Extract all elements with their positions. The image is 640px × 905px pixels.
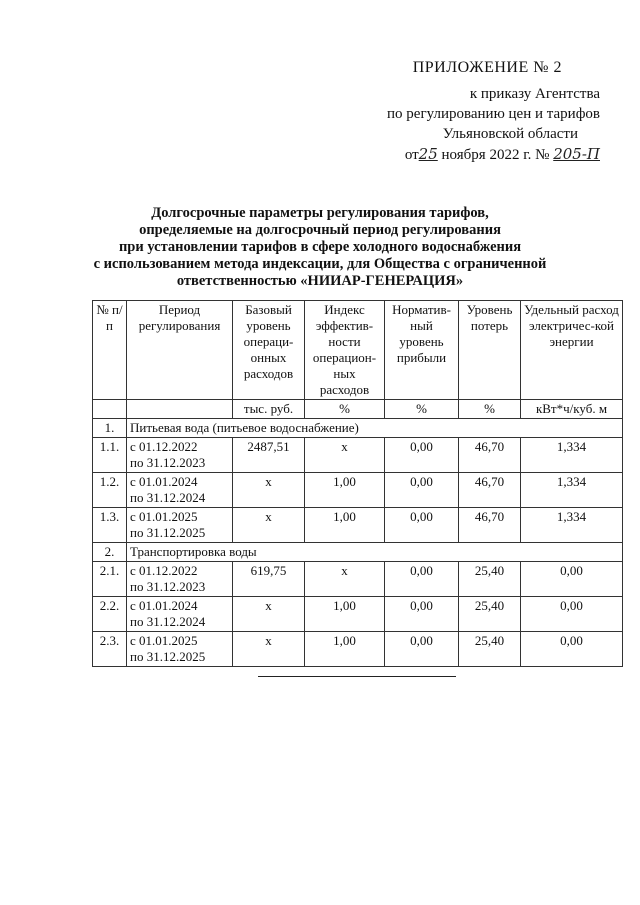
row-num: 1.2. bbox=[93, 473, 127, 508]
period-to: по 31.12.2023 bbox=[130, 579, 206, 594]
col-energy-header: Удельный расход электричес-кой энергии bbox=[521, 301, 623, 400]
cell-loss: 46,70 bbox=[459, 473, 521, 508]
closing-divider bbox=[258, 676, 456, 677]
cell-index: 1,00 bbox=[305, 632, 385, 667]
row-period bbox=[127, 597, 233, 632]
cell-base: x bbox=[233, 597, 305, 632]
cell-profit: 0,00 bbox=[385, 632, 459, 667]
row-num: 1.1. bbox=[93, 438, 127, 473]
section-num: 1. bbox=[93, 419, 127, 438]
cell-loss: 46,70 bbox=[459, 508, 521, 543]
unit-index: % bbox=[305, 400, 385, 419]
cell-base: 619,75 bbox=[233, 562, 305, 597]
cell-energy: 0,00 bbox=[521, 562, 623, 597]
appendix-line-2: по регулированию цен и тарифов bbox=[387, 106, 600, 122]
appendix-line-1: к приказу Агентства bbox=[469, 86, 600, 102]
cell-base: x bbox=[233, 632, 305, 667]
row-period bbox=[127, 562, 233, 597]
cell-energy: 1,334 bbox=[521, 508, 623, 543]
table-row bbox=[93, 473, 623, 508]
row-period bbox=[127, 473, 233, 508]
section-num: 2. bbox=[93, 543, 127, 562]
cell-profit: 0,00 bbox=[385, 473, 459, 508]
cell-index: x bbox=[305, 438, 385, 473]
period-to: по 31.12.2025 bbox=[130, 649, 206, 664]
row-num: 2.1. bbox=[93, 562, 127, 597]
appendix-title: ПРИЛОЖЕНИЕ № 2 bbox=[412, 59, 562, 76]
period-to: по 31.12.2025 bbox=[130, 525, 206, 540]
cell-profit: 0,00 bbox=[385, 438, 459, 473]
cell-base: x bbox=[233, 473, 305, 508]
period-from: с 01.12.2022 bbox=[130, 439, 198, 454]
period-from: с 01.01.2024 bbox=[130, 474, 198, 489]
cell-energy: 0,00 bbox=[521, 597, 623, 632]
appendix-date-line bbox=[340, 144, 600, 165]
period-from: с 01.01.2025 bbox=[130, 509, 198, 524]
period-from: с 01.01.2025 bbox=[130, 633, 198, 648]
cell-energy: 1,334 bbox=[521, 438, 623, 473]
col-loss-header: Уровень потерь bbox=[459, 301, 521, 400]
heading-line-3: при установлении тарифов в сфере холодного водоснабжения bbox=[118, 239, 522, 255]
handwritten-day: 25 bbox=[418, 145, 438, 163]
unit-energy: кВт*ч/куб. м bbox=[521, 400, 623, 419]
period-to: по 31.12.2024 bbox=[130, 614, 206, 629]
cell-loss: 25,40 bbox=[459, 597, 521, 632]
appendix-block bbox=[340, 58, 600, 165]
row-num: 2.2. bbox=[93, 597, 127, 632]
cell-index: 1,00 bbox=[305, 597, 385, 632]
unit-loss: % bbox=[459, 400, 521, 419]
row-num: 1.3. bbox=[93, 508, 127, 543]
date-middle: ноября 2022 г. № bbox=[441, 147, 550, 163]
section-row bbox=[93, 419, 623, 438]
table-row bbox=[93, 632, 623, 667]
unit-blank bbox=[127, 400, 233, 419]
table-row bbox=[93, 562, 623, 597]
period-to: по 31.12.2023 bbox=[130, 455, 206, 470]
table-row bbox=[93, 597, 623, 632]
heading-line-5: ответственностью «НИИАР-ГЕНЕРАЦИЯ» bbox=[176, 273, 464, 289]
unit-base: тыс. руб. bbox=[233, 400, 305, 419]
section-name: Питьевая вода (питьевое водоснабжение) bbox=[127, 419, 623, 438]
units-row bbox=[93, 400, 623, 419]
heading-line-1: Долгосрочные параметры регулирования тарифов, bbox=[151, 205, 489, 221]
table-row bbox=[93, 438, 623, 473]
cell-loss: 25,40 bbox=[459, 632, 521, 667]
period-from: с 01.12.2022 bbox=[130, 563, 198, 578]
unit-blank bbox=[93, 400, 127, 419]
parameters-table bbox=[92, 300, 623, 667]
cell-base: 2487,51 bbox=[233, 438, 305, 473]
cell-index: 1,00 bbox=[305, 508, 385, 543]
heading-line-4: с использованием метода индексации, для Общества с ограниченной bbox=[93, 256, 547, 272]
date-prefix: от bbox=[404, 147, 419, 163]
col-num-header: № п/п bbox=[93, 301, 127, 400]
row-period bbox=[127, 632, 233, 667]
cell-energy: 1,334 bbox=[521, 473, 623, 508]
cell-profit: 0,00 bbox=[385, 562, 459, 597]
section-name: Транспортировка воды bbox=[127, 543, 623, 562]
table-row bbox=[93, 508, 623, 543]
period-to: по 31.12.2024 bbox=[130, 490, 206, 505]
row-num: 2.3. bbox=[93, 632, 127, 667]
cell-index: 1,00 bbox=[305, 473, 385, 508]
col-base-header: Базовый уровень операци-онных расходов bbox=[233, 301, 305, 400]
col-index-header: Индекс эффектив-ности операцион-ных расходов bbox=[305, 301, 385, 400]
heading-line-2: определяемые на долгосрочный период регулирования bbox=[139, 222, 501, 238]
handwritten-number: 205-П bbox=[553, 145, 600, 163]
col-profit-header: Норматив-ный уровень прибыли bbox=[385, 301, 459, 400]
cell-profit: 0,00 bbox=[385, 508, 459, 543]
cell-loss: 46,70 bbox=[459, 438, 521, 473]
row-period bbox=[127, 438, 233, 473]
row-period bbox=[127, 508, 233, 543]
cell-base: x bbox=[233, 508, 305, 543]
unit-profit: % bbox=[385, 400, 459, 419]
header-row bbox=[93, 301, 623, 400]
appendix-line-3: Ульяновской области bbox=[442, 126, 578, 142]
cell-index: x bbox=[305, 562, 385, 597]
document-heading bbox=[60, 205, 580, 290]
cell-loss: 25,40 bbox=[459, 562, 521, 597]
cell-profit: 0,00 bbox=[385, 597, 459, 632]
cell-energy: 0,00 bbox=[521, 632, 623, 667]
period-from: с 01.01.2024 bbox=[130, 598, 198, 613]
section-row bbox=[93, 543, 623, 562]
col-period-header: Период регулирования bbox=[127, 301, 233, 400]
